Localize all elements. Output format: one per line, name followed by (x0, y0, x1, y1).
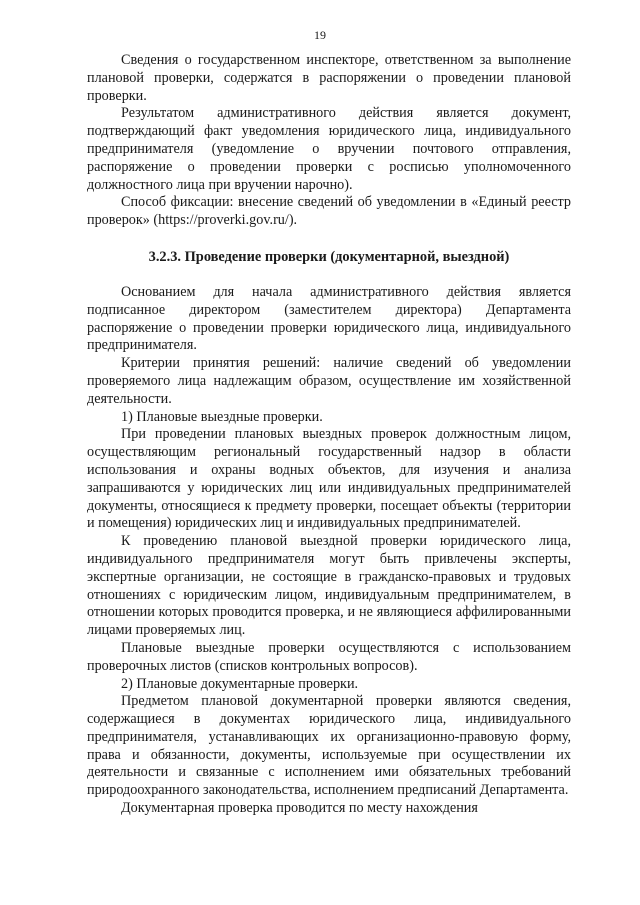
paragraph-checklists: Плановые выездные проверки осуществляются с использованием проверочных листов (списков контрольных вопросов). (87, 639, 571, 674)
paragraph-onsite-inspections: При проведении плановых выездных проверок должностным лицом, осуществляющим региональный государственный надзор в области использования и охраны водных объектов, для изучения и анализа запрашиваются у юридических лиц или индивидуальных предпринимателей документы, относящиеся к предмету проверки, посещает объекты (территории и помещения) юридических лиц и индивидуальных предпринимателей. (87, 426, 571, 532)
paragraph-result: Результатом административного действия является документ, подтверждающий факт уведомления юридического лица, индивидуального предпринимателя (уведомление о вручении почтового отправления, распоряжение о проведении проверки с росписью уполномоченного должностного лица при вручении нарочно). (87, 105, 571, 193)
paragraph-experts: К проведению плановой выездной проверки юридического лица, индивидуального предпринимателя могут быть привлечены эксперты, экспертные организации, не состоящие в гражданско-правовых и трудовых отношениях с юридическим лицом, индивидуальным предпринимателем, в отношении которых проводится проверка, и не являющиеся аффилированными лицами проверяемых лиц. (87, 533, 571, 639)
paragraph-criteria: Критерии принятия решений: наличие сведений об уведомлении проверяемого лица надлежащим образом, осуществление им хозяйственной деятельности. (87, 355, 571, 407)
paragraph-fixation-method: Способ фиксации: внесение сведений об уведомлении в «Единый реестр проверок» (https://proverki.gov.ru/). (87, 194, 571, 229)
document-body (87, 52, 571, 818)
paragraph-list-item-2: 2) Плановые документарные проверки. (121, 675, 359, 692)
paragraph-documentary-subject: Предметом плановой документарной проверки являются сведения, содержащиеся в документах юридического лица, индивидуального предпринимателя, устанавливающих их организационно-правовую форму, права и обязанности, документы, используемые при осуществлении их деятельности и связанные с исполнением ими обязательных требований природоохранного законодательства, исполнением предписаний Департамента. (87, 693, 571, 799)
paragraph-documentary-location: Документарная проверка проводится по месту нахождения (121, 800, 478, 817)
paragraph-list-item-1: 1) Плановые выездные проверки. (121, 408, 323, 425)
paragraph-basis: Основанием для начала административного действия является подписанное директором (заместителем директора) Департамента распоряжение о проведении проверки юридического лица, индивидуального предпринимателя. (87, 283, 571, 354)
paragraph-inspector-info: Сведения о государственном инспекторе, ответственном за выполнение плановой проверки, содержатся в распоряжении о проведении плановой проверки. (87, 52, 571, 104)
section-heading: 3.2.3. Проведение проверки (документарной, выездной) (148, 248, 510, 265)
page-number: 19 (314, 28, 326, 42)
